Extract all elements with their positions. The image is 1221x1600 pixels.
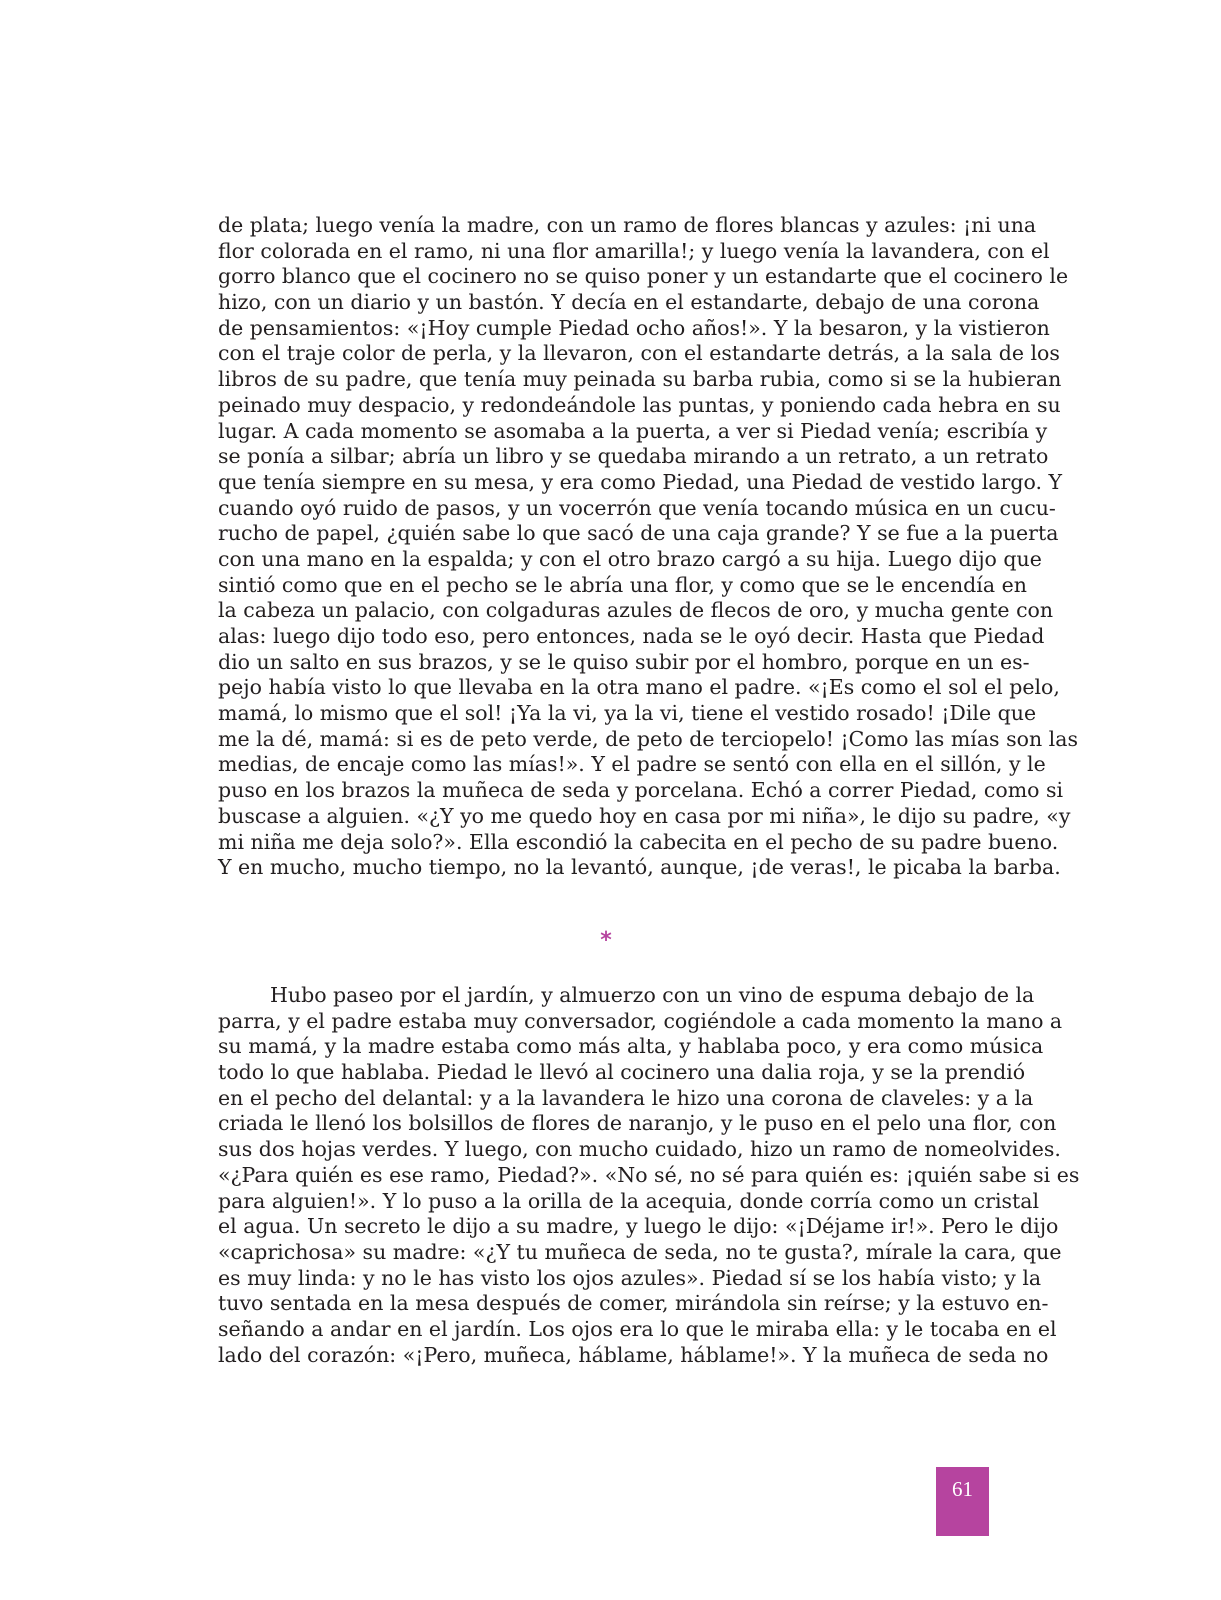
text-line: el agua. Un secreto le dijo a su madre, y luego le dijo: «¡Déjame ir!». Pero le dijo [218,1214,1059,1239]
text-line: para alguien!». Y lo puso a la orilla de la acequia, donde corría como un cristal [218,1188,1040,1213]
section-separator-asterisk: * [600,928,612,953]
text-line: «¿Para quién es ese ramo, Piedad?». «No sé, no sé para quién es: ¡quién sabe si es [218,1162,1080,1187]
text-line: con el traje color de perla, y la llevaron, con el estandarte detrás, a la sala de los [218,341,1060,366]
text-line: lugar. A cada momento se asomaba a la puerta, a ver si Piedad venía; escribía y [218,418,1048,443]
text-line: que tenía siempre en su mesa, y era como Piedad, una Piedad de vestido largo. Y [218,469,1063,494]
text-line: puso en los brazos la muñeca de seda y porcelana. Echó a correr Piedad, como si [218,778,1064,803]
text-line: peinado muy despacio, y redondeándole las puntas, y poniendo cada hebra en su [218,392,1061,417]
text-line: gorro blanco que el cocinero no se quiso poner y un estandarte que el cocinero le [218,264,1069,289]
text-line: parra, y el padre estaba muy conversador, cogiéndole a cada momento la mano a [218,1008,1063,1033]
text-line: me la dé, mamá: si es de peto verde, de peto de terciopelo! ¡Como las mías son las [218,726,1078,751]
text-line: criada le llenó los bolsillos de flores de naranjo, y le puso en el pelo una flor, con [218,1111,1057,1136]
text-line: dio un salto en sus brazos, y se le quiso subir por el hombro, porque en un es- [218,649,1030,674]
text-line: medias, de encaje como las mías!». Y el padre se sentó con ella en el sillón, y le [218,752,1046,777]
paragraph-2 [218,983,1080,1368]
text-line: de pensamientos: «¡Hoy cumple Piedad ocho años!». Y la besaron, y la vistieron [218,315,1050,340]
text-line: flor colorada en el ramo, ni una flor amarilla!; y luego venía la lavandera, con el [218,238,1050,263]
text-line: Hubo paseo por el jardín, y almuerzo con un vino de espuma debajo de la [270,983,1035,1007]
text-line: señando a andar en el jardín. Los ojos era lo que le miraba ella: y le tocaba en el [218,1316,1057,1341]
text-line: pejo había visto lo que llevaba en la otra mano el padre. «¡Es como el sol el pelo, [218,675,1060,700]
text-line: libros de su padre, que tenía muy peinada su barba rubia, como si se la hubieran [218,367,1062,392]
text-line: en el pecho del delantal: y a la lavandera le hizo una corona de claveles: y a la [218,1085,1034,1110]
text-line: de plata; luego venía la madre, con un ramo de flores blancas y azules: ¡ni una [218,213,1037,237]
text-line: buscase a alguien. «¿Y yo me quedo hoy en casa por mi niña», le dijo su padre, «y [218,803,1071,828]
text-line: alas: luego dijo todo eso, pero entonces, nada se le oyó decir. Hasta que Piedad [218,624,1045,648]
paragraph-1 [218,213,1078,881]
text-line: su mamá, y la madre estaba como más alta, y hablaba poco, y era como música [218,1034,1044,1059]
text-line: es muy linda: y no le has visto los ojos azules». Piedad sí se los había visto; y la [218,1265,1042,1290]
text-line: mi niña me deja solo?». Ella escondió la cabecita en el pecho de su padre bueno. [218,829,1059,854]
text-line: Y en mucho, mucho tiempo, no la levantó, aunque, ¡de veras!, le picaba la barba. [218,855,1061,880]
text-line: se ponía a silbar; abría un libro y se quedaba mirando a un retrato, a un retrato [218,444,1049,469]
text-line: mamá, lo mismo que el sol! ¡Ya la vi, ya la vi, tiene el vestido rosado! ¡Dile que [218,701,1037,726]
text-line: sintió como que en el pecho se le abría una flor, y como que se le encendía en [218,572,1027,597]
text-line: «caprichosa» su madre: «¿Y tu muñeca de seda, no te gusta?, mírale la cara, que [218,1239,1062,1264]
page-number: 61 [952,1477,973,1501]
text-line: sus dos hojas verdes. Y luego, con mucho cuidado, hizo un ramo de nomeolvides. [218,1137,1061,1162]
text-line: cuando oyó ruido de pasos, y un vocerrón que venía tocando música en un cucu- [218,495,1056,520]
text-line: todo lo que hablaba. Piedad le llevó al cocinero una dalia roja, y se la prendió [218,1060,1026,1085]
text-line: la cabeza un palacio, con colgaduras azules de flecos de oro, y mucha gente con [218,598,1054,623]
text-line: tuvo sentada en la mesa después de comer, mirándola sin reírse; y la estuvo en- [218,1291,1049,1316]
page-number-box [936,1467,989,1536]
text-line: hizo, con un diario y un bastón. Y decía en el estandarte, debajo de una corona [218,290,1040,315]
text-line: rucho de papel, ¿quién sabe lo que sacó de una caja grande? Y se fue a la puerta [218,521,1059,546]
text-line: lado del corazón: «¡Pero, muñeca, háblame, háblame!». Y la muñeca de seda no [218,1342,1049,1367]
text-line: con una mano en la espalda; y con el otro brazo cargó a su hija. Luego dijo que [218,546,1042,571]
